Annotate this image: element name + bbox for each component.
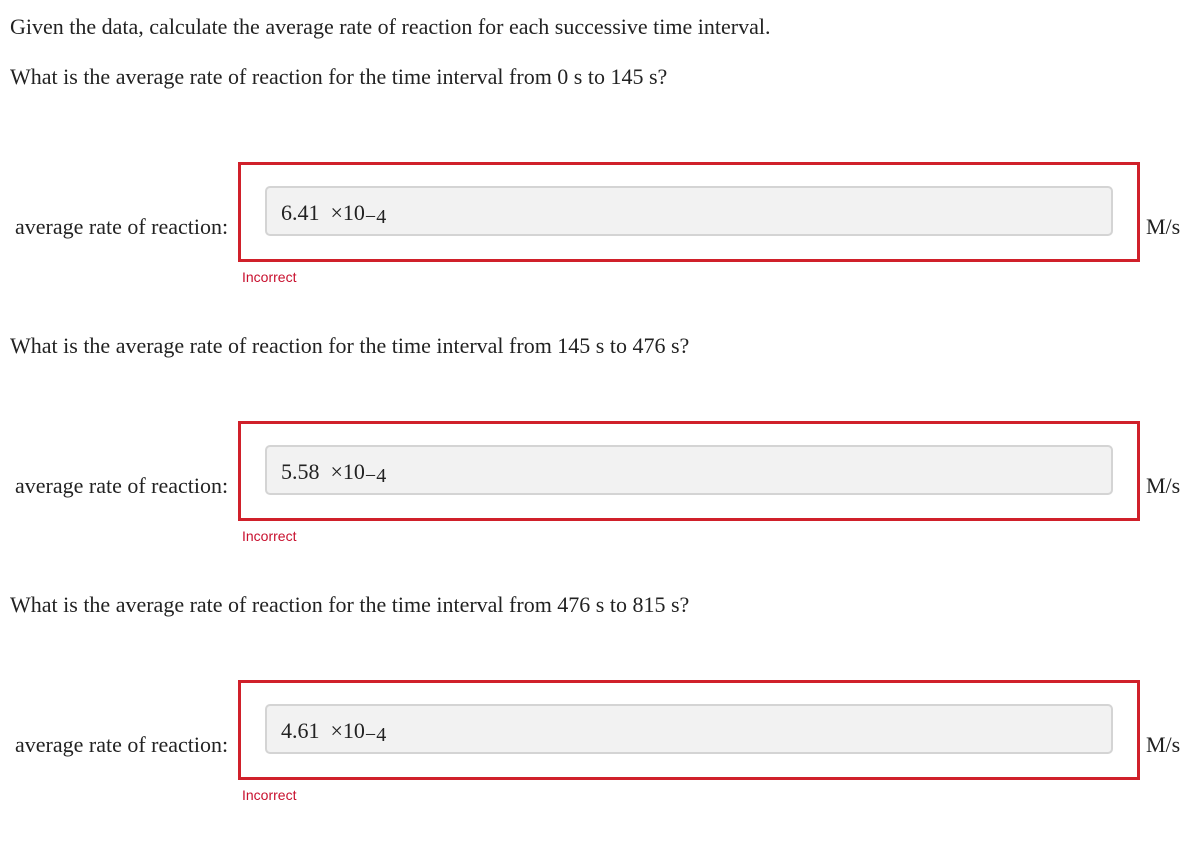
question-2-times-ten: ×10 <box>330 459 365 484</box>
question-2-answer-value <box>281 457 387 487</box>
question-2-exponent: −4 <box>364 465 387 487</box>
question-1-prompt: What is the average rate of reaction for the time interval from 0 s to 145 s? <box>10 64 668 89</box>
question-2-unit: M/s <box>1146 473 1181 498</box>
question-2-answer-box <box>238 421 1140 521</box>
question-3-feedback: Incorrect <box>242 787 297 803</box>
instructions-text: Given the data, calculate the average rate of reaction for each successive time interval. <box>10 14 771 39</box>
question-1-answer-box <box>238 162 1140 262</box>
question-3-answer-value <box>281 716 387 746</box>
question-2-mantissa: 5.58 <box>281 459 320 484</box>
question-3-times-ten: ×10 <box>330 718 365 743</box>
question-1-answer-input[interactable] <box>265 186 1113 236</box>
question-1-mantissa: 6.41 <box>281 200 320 225</box>
question-3-answer-box <box>238 680 1140 780</box>
question-3-answer-label: average rate of reaction: <box>15 732 229 757</box>
question-1-feedback: Incorrect <box>242 269 297 285</box>
question-3-prompt: What is the average rate of reaction for the time interval from 476 s to 815 s? <box>10 592 690 617</box>
question-1-answer-value <box>281 198 387 228</box>
question-1-times-ten: ×10 <box>330 200 365 225</box>
question-1-unit: M/s <box>1146 214 1181 239</box>
question-3-answer-input[interactable] <box>265 704 1113 754</box>
question-1-exponent: −4 <box>364 206 387 228</box>
question-2-prompt: What is the average rate of reaction for the time interval from 145 s to 476 s? <box>10 333 690 358</box>
question-2-feedback: Incorrect <box>242 528 297 544</box>
question-2-answer-label: average rate of reaction: <box>15 473 229 498</box>
question-2-answer-input[interactable] <box>265 445 1113 495</box>
question-3-mantissa: 4.61 <box>281 718 320 743</box>
question-3-unit: M/s <box>1146 732 1181 757</box>
question-3-exponent: −4 <box>364 724 387 746</box>
question-1-answer-label: average rate of reaction: <box>15 214 229 239</box>
